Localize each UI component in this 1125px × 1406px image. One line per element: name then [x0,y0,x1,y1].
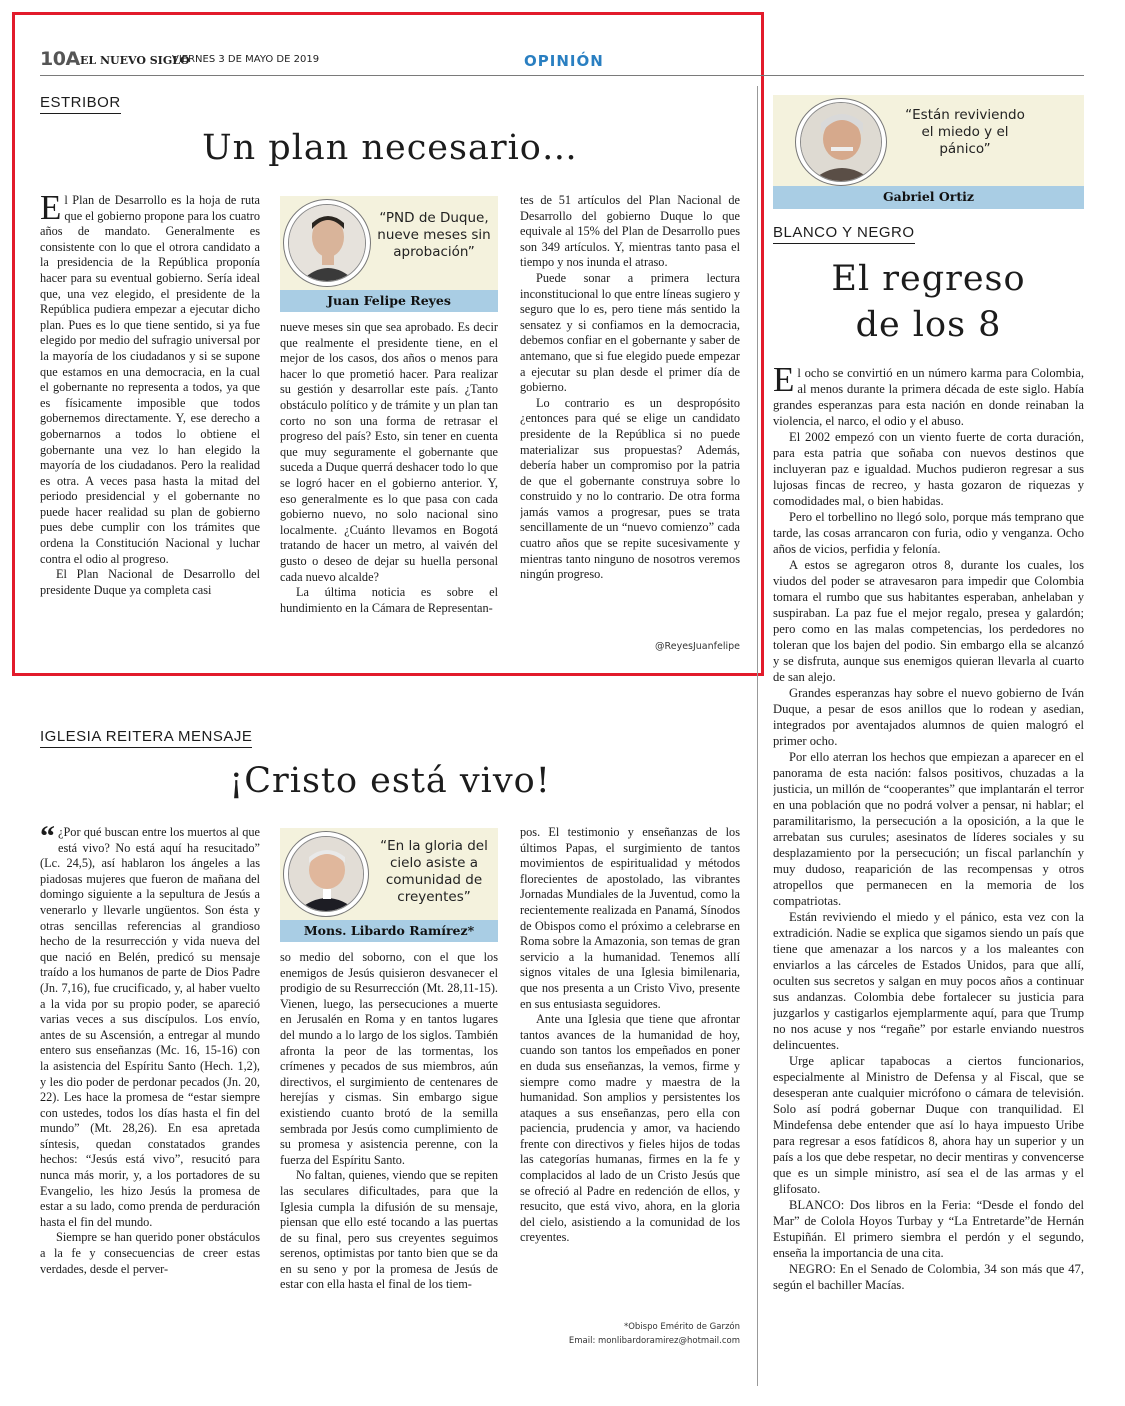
article3-headline-line-2: de los 8 [855,305,1002,345]
article3-paragraph-9: BLANCO: Dos libros en la Feria: “Desde el fondo del Mar” de Colola Hoyos Turbay y “La Entretarde”de Hernán Estupiñán. El primero siembra el perdón y el segundo, enseña la importancia de una cita. [773,1198,1084,1260]
article2-paragraph-2: Siempre se han querido poner obstáculos a la fe y consecuencias de creer estas verdades, desde el perver- [40,1230,260,1276]
article3-pull-quote: “Están reviviendo el miedo y el pánico” [905,107,1025,157]
article3-paragraph-2: El 2002 empezó con un viento fuerte de corta duración, para esta patria que soñaba con nuevos destinos que incluyeran paz e igualdad. Muchos pudieron regresar a sus lujosas fincas de recreo, y hasta gozaron de riquezas y comodidades mal, o bien habidas. [773,430,1084,508]
article2-headline: ¡Cristo está vivo! [229,761,551,801]
article1-author-handle: @ReyesJuanfelipe [655,641,740,652]
article1-paragraph-2: El Plan Nacional de Desarrollo del presidente Duque ya completa casi [40,567,260,597]
article2-paragraph-1: ¿Por qué buscan entre los muertos al que está vivo? No está aquí ha resucitado” (Lc. 24,5), así hablaron los ángeles a las piadosas mujeres que fueron de mañana del domingo siguiente a la sepultura de Jesús a venerarlo y llevarle ungüentos. Son ésta y otras sencillas referencias al grandioso hecho de la resurrección y vida nueva del que nació en Belén, predicó su mensaje traído a los humanos de parte de Dios Padre (Jn. 7,16), fue crucificado, y, al haber vuelto a la vida por su propio poder, se apareció varias veces a sus discípulos. Los envío, antes de su Ascensión, a entregar al mundo entero sus enseñanzas (Mc. 16, 15-16) con la asistencia del Espíritu Santo (Hech. 1,2), y les dio poder de perdonar pecados (Jn. 20, 22). Les hace la promesa de “estar siempre con ustedes, todos los días hasta el fin del mundo” (Mt. 28,26). En esa apretada síntesis, quedan constatados grandes hechos: “Jesús está vivo”, resucitó para nunca más morir, y, a los portadores de su Evangelio, les hizo Jesús la promesa de estar a su lado, como prenda de perduración hasta el fin del mundo. [40,825,260,1229]
article2-kicker: IGLESIA REITERA MENSAJE [40,727,252,748]
article2-column-1 [40,825,260,1350]
article1-column-1 [40,193,260,655]
article2-author-email: Email: monlibardoramirez@hotmail.com [568,1336,740,1346]
opening-quote-mark: “ [40,825,55,853]
article2-paragraph-5: pos. El testimonio y enseñanzas de los últimos Papas, el surgimiento de tantos movimientos de espiritualidad y métodos florecientes de apostolado, las vibrantes Jornadas Mundiales de la Juventud, como la recientemente realizada en Panamá, Sínodos de Obispos como el próximo a celebrarse en Roma sobre la Amazonia, son temas de gran servicio a la humanidad. Tenemos allí signos vitales de una Iglesia bimilenaria, que nos presenta a un Cristo Vivo, presente en sus entusiasta seguidores. [520,825,740,1011]
article3-headline-line-1: El regreso [831,259,1026,299]
article2-author-name: Mons. Libardo Ramírez* [280,920,498,942]
article3-author-name: Gabriel Ortiz [773,186,1084,209]
article1-headline: Un plan necesario… [202,128,578,168]
newspaper-name: EL NUEVO SIGLO [80,54,190,67]
article3-paragraph-10: NEGRO: En el Senado de Colombia, 34 son más que 47, según el bachiller Macías. [773,1262,1084,1292]
article2-paragraph-6: Ante una Iglesia que tiene que afrontar tantos avances de la humanidad de hoy, cuando son tantos los empeñados en poner en duda sus enseñanzas, la vemos, firme y siempre como madre y maestra de la humanidad. Son amplios y persistentes los ataques a sus enseñanzas, pero ella con paciencia, prudencia y amor, va haciendo frente con directivos y fieles hijos de todas las categorías humanas, firmes en la fe y complacidos al lado de un Cristo Jesús que se ofreció al Padre en redención de ellos, y resucito, que está vivo, ahora, en la gloria del cielo, asistiendo a la comunidad de los creyentes. [520,1012,740,1245]
article3-column [773,365,1084,1355]
masthead [40,48,1084,76]
column-divider [757,86,758,1386]
article3-paragraph-5: Grandes esperanzas hay sobre el nuevo gobierno de Iván Duque, a pesar de esos anillos que lo rodean y asedian, integrados por aventajados alumnos de quien malogró el primer ocho. [773,686,1084,748]
article3-drop-cap: E [773,365,795,399]
article1-drop-cap: E [40,193,62,227]
author-photo [288,204,366,282]
article1-paragraph-4: La última noticia es sobre el hundimiento en la Cámara de Representan- [280,585,498,615]
article2-column-3 [520,825,740,1320]
article1-author-box [280,196,498,312]
article3-headline [773,256,1084,348]
author-photo [288,836,364,912]
article3-author-box [773,95,1084,209]
article3-paragraph-7: Están reviviendo el miedo y el pánico, esta vez con la extradición. Nadie se explica que sigamos siendo un país que tiene que amenazar a los narcos y a los maleantes con enviarlos a las cárceles de Estados Unidos, para que allí, oculten sus secretos y salgan en muy pocos años a continuar sus andanzas. Colombia debe fortalecer su justicia para juzgarlos y castigarlos ejemplarmente aquí, para que Trump no nos acuse y nos “regañe” por estarle enviando nuestros delincuentes. [773,910,1084,1052]
article1-pull-quote: “PND de Duque, nueve meses sin aprobación” [377,210,491,260]
article1-column-2 [280,320,498,655]
article1-author-name: Juan Felipe Reyes [280,290,498,312]
article2-paragraph-4: No faltan, quienes, viendo que se repiten las seculares dificultades, para que la Iglesia cumpla la difusión de su mensaje, piensan que ello esté tocando a las puertas de su final, pero sus creyentes seguimos serenos, optimistas por tanto bien que se da en su seno y por la promesa de Jesús de estar con ella hasta el final de los tiem- [280,1168,498,1292]
page-number: 10A [40,48,80,70]
article1-paragraph-6: Puede sonar a primera lectura inconstitucional lo que entre líneas sugiero y seguro que lo es, pero tiene más sentido la sensatez y si confiamos en la democracia, debemos confiar en el gobernante y saber de antemano, que si fue elegido puede empezar a ejecutar su plan desde el primer día de gobierno. [520,270,740,395]
article3-kicker: BLANCO Y NEGRO [773,223,915,244]
article3-paragraph-4: A estos se agregaron otros 8, durante los cuales, los viudos del poder se atravesaron para impedir que Colombia tomara el rumbo que sus habitantes esperaban, anhelaban y suspiraban. La paz fue el mejor regalo, presea y galardón; pero como en las malas competencias, los perdedores no toleran que los bajen del podio. Sin embargo ella se alcanzó y se disfruta, aunque sus enemigos quieran llevarla al cuarto de san alejo. [773,558,1084,684]
author-photo [800,102,882,182]
article2-pull-quote: “En la gloria del cielo asiste a comunidad de creyentes” [380,838,488,905]
article3-paragraph-1: l ocho se convirtió en un número karma para Colombia, al menos durante la primera década de este siglo. Había grandes esperanzas para esta nación en donde reinaban la violencia, el narco, el odio y el abuso. [773,366,1084,428]
article1-paragraph-5: tes de 51 artículos del Plan Nacional de Desarrollo del gobierno Duque lo que equivale al 15% del Plan de Desarrollo pues son 349 artículos. Y, mientras tanto pasa el tiempo y nos inunda el atraso. [520,193,740,270]
article3-paragraph-8: Urge aplicar tapabocas a ciertos funcionarios, especialmente al Ministro de Defensa y al Fiscal, que se desesperan ante cualquier micrófono o cámara de televisión. Solo así podrá gobernar Duque con tranquilidad. El Mindefensa debe entender que así lo haya impuesto Uribe para regresar a esos fatídicos 8, ahora hay un superior y un país a los que debe respetar, no decir mentiras y convencerse que es un simple ministro, así sea el de las armas y el glifosato. [773,1054,1084,1196]
article1-paragraph-3: nueve meses sin que sea aprobado. Es decir que realmente el presidente tiene, en el mejor de los casos, dos años o menos para hacer lo que prometió hacer. Para realizar su gestión y desarrollar este país. ¿Tanto obstáculo político y de trámite y un plan tan corto no son una forma de retrasar el progreso del país? Esto, sin tener en cuenta que muy seguramente el gobernante que suceda a Duque querrá deshacer todo lo que se logró hacer en el gobierno anterior. Y, eso generalmente es lo que pasa con cada gobierno nuevo, no solo nacional sino localmente. ¿Cuánto llevamos en Bogotá tratando de hacer un metro, al vaivén del gusto o deseo de dejar su huella personal cada nuevo alcalde? [280,320,498,584]
article2-paragraph-3: so medio del soborno, con el que los enemigos de Jesús quisieron desvanecer el prodigio de su Resurrección (Mt. 28,11-15). Vienen, luego, las persecuciones a muerte en Jerusalén en Roma y en tantos lugares del mundo a lo largo de los siglos. También afronta la peor de las tormentas, los crímenes y pecados de sus miembros, aún directivos, el surgimiento de centenares de herejías y cismas. Sin embargo sigue existiendo cuanto brotó de la semilla sembrada por Jesús como cumplimiento de su promesa y asistencia perenne, con la fuerza del Espíritu Santo. [280,950,498,1167]
article2-author-box [280,828,498,942]
issue-date: VIERNES 3 DE MAYO DE 2019 [172,54,320,65]
article3-paragraph-6: Por ello aterran los hechos que empiezan a aparecer en el panorama de esta nación: falsos positivos, chuzadas a la justicia, un millón de “cooperantes” que implantarán el terror en una población que no podrá volver a pensar, ni hablar; el paramilitarismo, la persecución a la oposición, a la que le arrebatan sus curules; asesinatos de líderes sociales y su desplazamiento por la persecución; un fiscal parlanchín y muy dudoso, reaparición de las recompensas y otros atropellos que permanecen en la memoria de los compatriotas. [773,750,1084,908]
section-title: OPINIÓN [524,52,604,70]
article3-paragraph-3: Pero el torbellino no llegó solo, porque más temprano que tarde, las cosas arrancaron con furia, odio y venganza. Ocho años de vicios, perfidia y felonía. [773,510,1084,556]
article1-kicker: ESTRIBOR [40,93,121,114]
article1-paragraph-7: Lo contrario es un despropósito ¿entonces para qué se elige un candidato presidente de la República si no puede materializar sus propuestas? Además, debería haber un compromiso por la patria de que el gobernante construya sobre lo construido y no lo contrario. De otra forma jamás vamos a progresar, pues se trata sencillamente de un “nuevo comienzo” cada cuatro años que se repite sucesivamente y mientras tanto ninguno de nosotros veremos ningún progreso. [520,395,740,582]
article2-author-footnote: *Obispo Emérito de Garzón [623,1322,740,1332]
article2-column-2 [280,950,498,1350]
article1-paragraph-1: l Plan de Desarrollo es la hoja de ruta que el gobierno propone para los cuatro años de mandato. Generalmente es consistente con lo que el otrora candidato a la presidencia de la República proponía hacer para su eventual gobierno. Sería ideal que, una vez elegido, el presidente de la República pudiera empezar a ejecutar dicho plan. Pues es lo que tiene sentido, si ya fue elegido por medio del sufragio universal por la mayoría de los ciudadanos y si se supone que estamos en una democracia, en la cual el gobernante no representa a todos, ya que es físicamente imposible que todos gobernemos directamente. Y, ese derecho a gobernarnos a todos lo obtiene el gobernante una vez lo han elegido la mayoría de los ciudadanos. Pero la realidad es otra. A veces pasa hasta la mitad del periodo presidencial y el gobernante no puede hacer realidad su plan de gobierno pues debe cumplir con los trámites que ordena la Constitución Nacional y luchar contra el odio al progreso. [40,193,260,566]
article1-column-3 [520,193,740,640]
